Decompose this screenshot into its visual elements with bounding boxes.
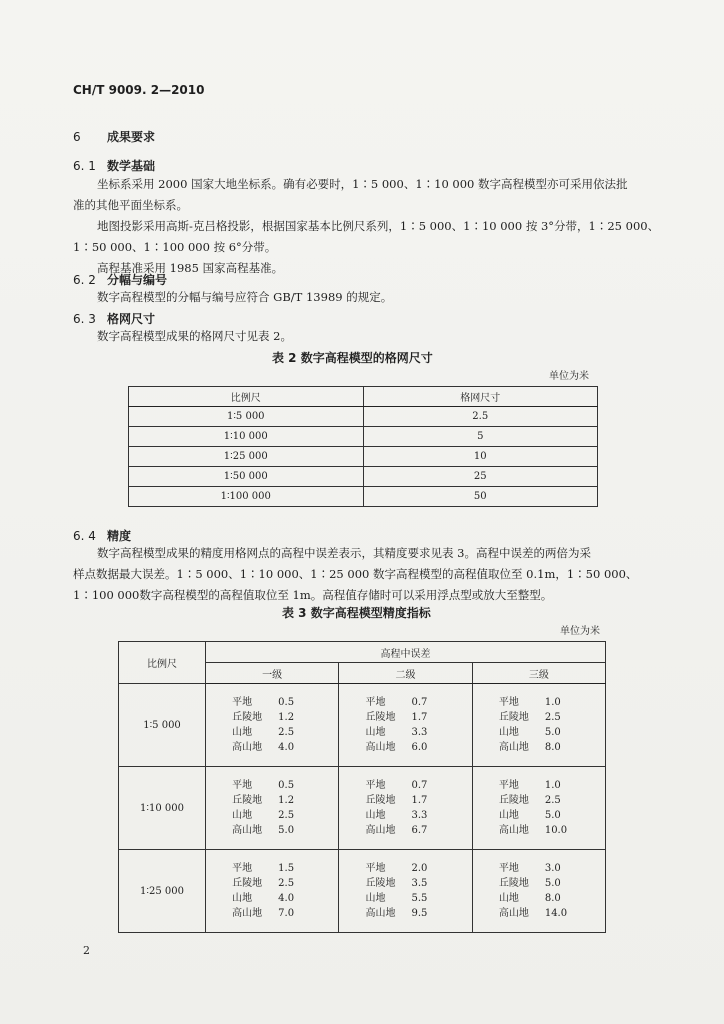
terrain-label: 山地 — [365, 810, 386, 821]
error-value: 1.2 — [278, 795, 295, 806]
table-2-caption: 表 2 数字高程模型的格网尺寸 — [272, 351, 433, 365]
section-title: 精度 — [107, 529, 132, 543]
table-row — [129, 407, 598, 427]
section-6-1-heading — [73, 157, 155, 174]
terrain-label: 平地 — [498, 780, 519, 791]
table-row — [129, 487, 598, 507]
error-value: 0.5 — [278, 697, 295, 708]
error-value: 2.5 — [544, 712, 561, 723]
section-6-4-heading — [73, 527, 131, 544]
table-row — [119, 684, 606, 767]
error-value: 5.0 — [278, 825, 295, 836]
terrain-label: 山地 — [232, 893, 253, 904]
error-value: 3.3 — [411, 810, 428, 821]
error-value: 1.7 — [411, 795, 428, 806]
error-value: 8.0 — [544, 742, 561, 753]
error-value: 6.0 — [411, 742, 428, 753]
table-header-row — [119, 642, 606, 663]
terrain-label: 山地 — [498, 810, 519, 821]
accuracy-table — [118, 641, 606, 933]
error-value: 9.5 — [411, 908, 428, 919]
table-cell: 1∶50 000 — [129, 467, 364, 487]
page-number: 2 — [83, 944, 90, 957]
terrain-label: 高山地 — [498, 908, 529, 919]
section-6-2-heading — [73, 271, 167, 288]
table-cell: 2.5 — [363, 407, 598, 427]
section-number: 6. 1 — [73, 159, 96, 173]
table-header-row — [129, 387, 598, 407]
scale-cell: 1∶5 000 — [119, 684, 206, 767]
terrain-label: 山地 — [498, 727, 519, 738]
error-value: 3.3 — [411, 727, 428, 738]
error-value: 1.0 — [544, 780, 561, 791]
terrain-label: 平地 — [365, 863, 386, 874]
error-value: 3.5 — [411, 878, 428, 889]
paragraph-sheet-numbering: 数字高程模型的分幅与编号应符合 GB/T 13989 的规定。 — [97, 290, 393, 304]
error-cell — [472, 850, 605, 933]
table-cell: 1∶10 000 — [129, 427, 364, 447]
terrain-label: 山地 — [365, 893, 386, 904]
error-value: 2.5 — [544, 795, 561, 806]
text-line: 坐标系采用 2000 国家大地坐标系。确有必要时，1∶5 000、1∶10 000 数字高程模型亦可采用依法批 — [97, 177, 628, 191]
error-value: 5.0 — [544, 727, 561, 738]
error-cell — [472, 684, 605, 767]
table-row — [119, 850, 606, 933]
table-row — [129, 467, 598, 487]
error-value: 6.7 — [411, 825, 428, 836]
table-cell: 25 — [363, 467, 598, 487]
error-value: 7.0 — [278, 908, 295, 919]
table-cell: 50 — [363, 487, 598, 507]
column-header: 比例尺 — [129, 387, 364, 407]
terrain-label: 平地 — [365, 780, 386, 791]
text-line: 1∶50 000、1∶100 000 按 6°分带。 — [73, 240, 277, 254]
column-header: 格网尺寸 — [363, 387, 598, 407]
section-title: 数学基础 — [107, 159, 156, 173]
error-value: 1.2 — [278, 712, 295, 723]
column-header-error: 高程中误差 — [206, 642, 606, 663]
terrain-label: 山地 — [232, 727, 253, 738]
level-header: 二级 — [339, 663, 472, 684]
text-line: 地图投影采用高斯-克吕格投影，根据国家基本比例尺系列，1∶5 000、1∶10 000 按 3°分带，1∶25 000、 — [97, 219, 660, 233]
error-value: 5.0 — [544, 878, 561, 889]
terrain-label: 高山地 — [365, 742, 396, 753]
terrain-label: 平地 — [232, 863, 253, 874]
standard-number: CH/T 9009. 2—2010 — [73, 83, 205, 97]
terrain-label: 平地 — [365, 697, 386, 708]
error-value: 1.0 — [544, 697, 561, 708]
error-cell — [339, 684, 472, 767]
error-value: 2.5 — [278, 810, 295, 821]
error-value: 4.0 — [278, 893, 295, 904]
section-6-3-heading — [73, 310, 155, 327]
error-value: 2.5 — [278, 878, 295, 889]
error-value: 0.5 — [278, 780, 295, 791]
grid-size-table — [128, 386, 598, 507]
section-title: 分幅与编号 — [107, 273, 168, 287]
error-value: 1.7 — [411, 712, 428, 723]
terrain-label: 平地 — [498, 697, 519, 708]
terrain-label: 丘陵地 — [365, 712, 396, 723]
column-header-scale: 比例尺 — [119, 642, 206, 684]
table-cell: 1∶25 000 — [129, 447, 364, 467]
terrain-label: 丘陵地 — [232, 795, 263, 806]
terrain-label: 高山地 — [232, 742, 263, 753]
terrain-label: 平地 — [232, 697, 253, 708]
terrain-label: 丘陵地 — [498, 712, 529, 723]
table-cell: 5 — [363, 427, 598, 447]
error-value: 5.5 — [411, 893, 428, 904]
error-value: 10.0 — [544, 825, 568, 836]
section-number: 6. 3 — [73, 312, 96, 326]
error-cell — [472, 767, 605, 850]
section-number: 6. 2 — [73, 273, 96, 287]
text-line: 高程基准采用 1985 国家高程基准。 — [97, 261, 284, 275]
table-row — [129, 447, 598, 467]
terrain-label: 高山地 — [365, 908, 396, 919]
error-value: 14.0 — [544, 908, 568, 919]
table-cell: 10 — [363, 447, 598, 467]
error-value: 0.7 — [411, 697, 428, 708]
terrain-label: 高山地 — [232, 908, 263, 919]
terrain-label: 丘陵地 — [365, 795, 396, 806]
section-title: 格网尺寸 — [107, 312, 156, 326]
table-cell: 1∶5 000 — [129, 407, 364, 427]
terrain-label: 山地 — [232, 810, 253, 821]
table-row — [119, 767, 606, 850]
table-cell: 1∶100 000 — [129, 487, 364, 507]
section-6-heading — [73, 128, 155, 145]
text-line: 样点数据最大误差。1∶5 000、1∶10 000、1∶25 000 数字高程模型的高程值取位至 0.1m，1∶50 000、 — [73, 567, 638, 581]
section-number: 6 — [73, 130, 81, 144]
error-value: 8.0 — [544, 893, 561, 904]
terrain-label: 丘陵地 — [498, 878, 529, 889]
error-value: 5.0 — [544, 810, 561, 821]
text-line: 数字高程模型成果的精度用格网点的高程中误差表示，其精度要求见表 3。高程中误差的两倍为采 — [97, 546, 591, 560]
text-line: 1∶100 000数字高程模型的高程值取位至 1m。高程值存储时可以采用浮点型或放大至整型。 — [73, 588, 553, 602]
terrain-label: 山地 — [498, 893, 519, 904]
scale-cell: 1∶25 000 — [119, 850, 206, 933]
table-3-unit: 单位为米 — [560, 626, 600, 637]
text-line: 准的其他平面坐标系。 — [73, 198, 188, 212]
error-value: 2.0 — [411, 863, 428, 874]
error-cell — [206, 767, 339, 850]
error-value: 3.0 — [544, 863, 561, 874]
error-value: 0.7 — [411, 780, 428, 791]
terrain-label: 高山地 — [498, 742, 529, 753]
error-value: 2.5 — [278, 727, 295, 738]
table-row — [129, 427, 598, 447]
error-cell — [339, 767, 472, 850]
terrain-label: 丘陵地 — [232, 712, 263, 723]
terrain-label: 丘陵地 — [498, 795, 529, 806]
section-number: 6. 4 — [73, 529, 96, 543]
paragraph-grid-size: 数字高程模型成果的格网尺寸见表 2。 — [97, 329, 292, 343]
terrain-label: 高山地 — [365, 825, 396, 836]
error-cell — [339, 850, 472, 933]
paragraph-coordinate-system — [73, 174, 659, 279]
error-cell — [206, 850, 339, 933]
terrain-label: 丘陵地 — [232, 878, 263, 889]
terrain-label: 高山地 — [498, 825, 529, 836]
terrain-label: 高山地 — [232, 825, 263, 836]
terrain-label: 山地 — [365, 727, 386, 738]
error-value: 1.5 — [278, 863, 295, 874]
error-value: 4.0 — [278, 742, 295, 753]
error-cell — [206, 684, 339, 767]
scale-cell: 1∶10 000 — [119, 767, 206, 850]
level-header: 一级 — [206, 663, 339, 684]
table-3-caption: 表 3 数字高程模型精度指标 — [282, 606, 431, 620]
section-title: 成果要求 — [107, 130, 156, 144]
terrain-label: 丘陵地 — [365, 878, 396, 889]
terrain-label: 平地 — [498, 863, 519, 874]
level-header: 三级 — [472, 663, 605, 684]
paragraph-accuracy — [73, 543, 637, 606]
terrain-label: 平地 — [232, 780, 253, 791]
table-2-unit: 单位为米 — [549, 371, 589, 382]
